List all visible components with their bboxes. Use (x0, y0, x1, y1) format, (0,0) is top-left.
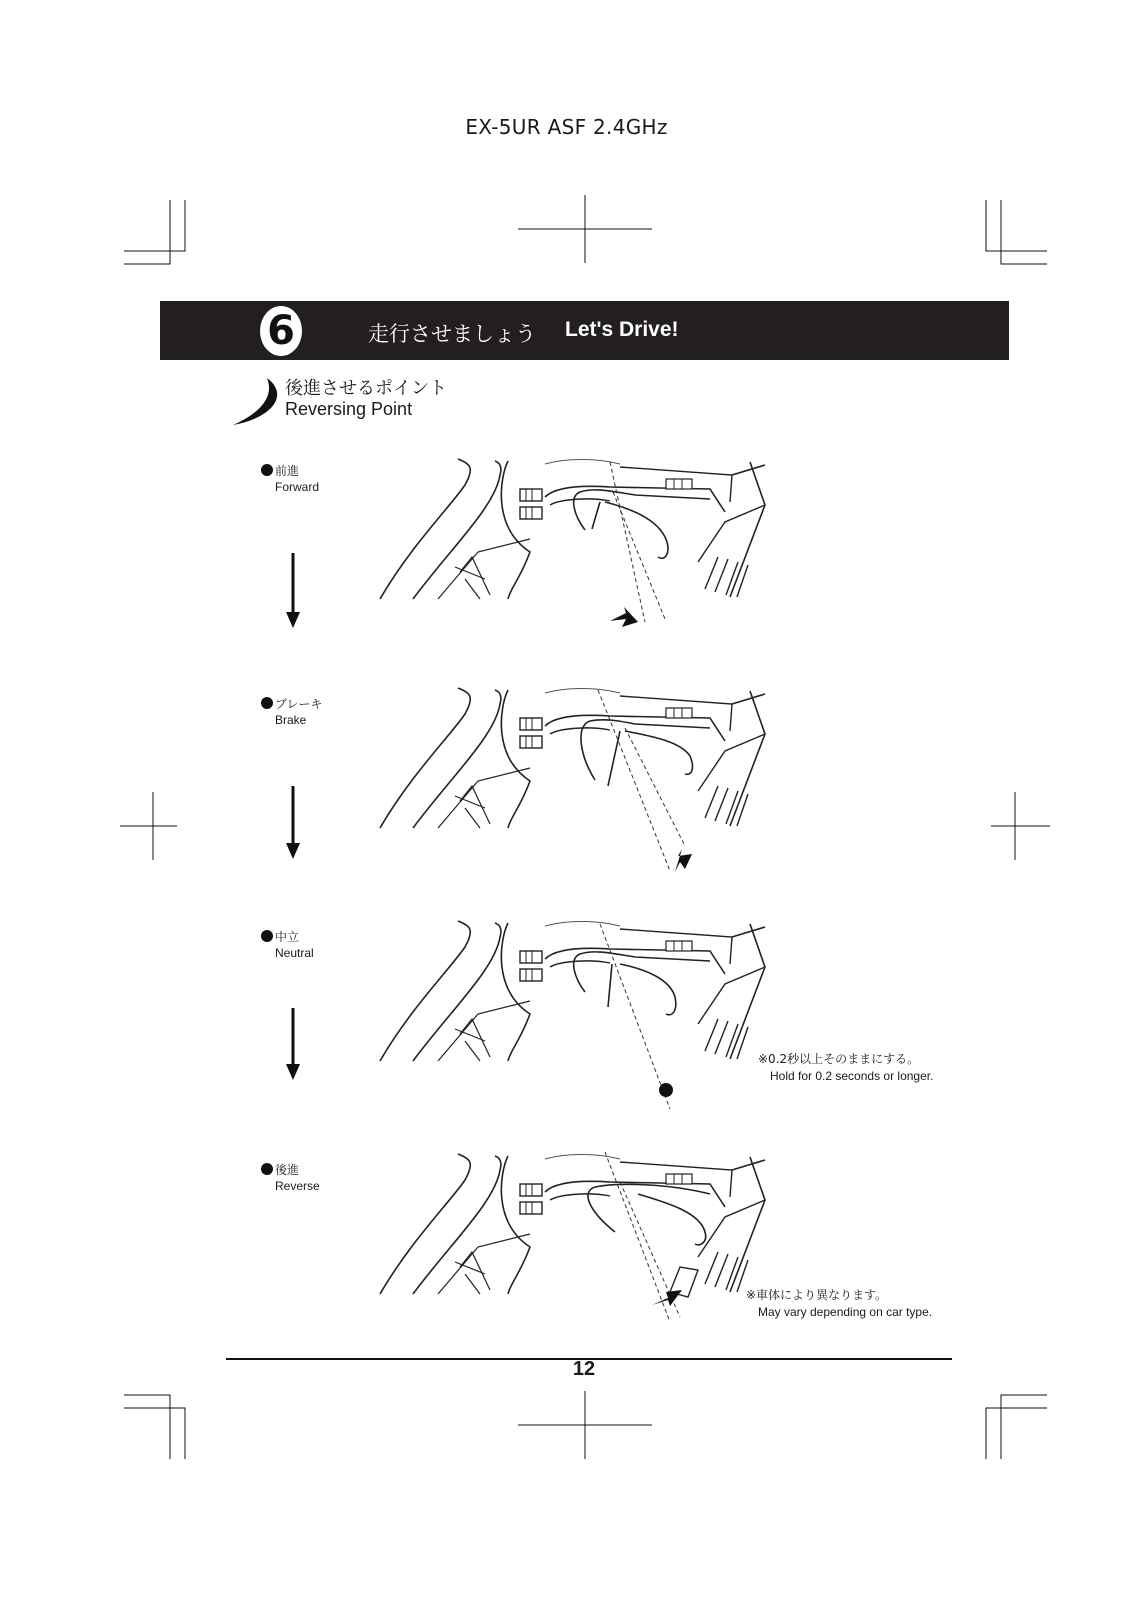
note-neutral (758, 1051, 933, 1085)
step-label-jp: 中立 (275, 930, 300, 944)
note-reverse (746, 1287, 932, 1321)
step-brake (261, 696, 323, 728)
down-arrow-icons (286, 553, 300, 1080)
section-number-badge (252, 304, 310, 358)
transmitter-reverse (380, 1152, 765, 1322)
document-title: EX-5UR ASF 2.4GHz (465, 115, 668, 139)
swoosh-icon (233, 378, 277, 425)
step-label-jp: 前進 (275, 464, 300, 478)
step-label-en: Brake (275, 713, 307, 727)
step-forward (261, 463, 319, 495)
crop-marks (124, 200, 1047, 1459)
section-number: 6 (267, 308, 295, 354)
transmitter-neutral (380, 921, 765, 1109)
note-reverse-jp: ※車体により異なります。 (746, 1288, 888, 1302)
section-title-en: Let's Drive! (565, 318, 679, 341)
bullet-icon (261, 697, 273, 709)
step-reverse (261, 1162, 320, 1194)
note-reverse-en: May vary depending on car type. (758, 1305, 933, 1319)
step-label-jp: 後進 (275, 1163, 300, 1177)
bullet-icon (261, 1163, 273, 1175)
bullet-icon (261, 464, 273, 476)
step-label-en: Forward (275, 480, 320, 494)
note-neutral-jp: ※0.2秒以上そのままにする。 (758, 1052, 920, 1066)
transmitter-forward (380, 459, 765, 627)
step-label-en: Neutral (275, 946, 314, 960)
bullet-icon (261, 930, 273, 942)
subsection-title-en: Reversing Point (285, 399, 413, 419)
section-title-jp: 走行させましょう (368, 322, 536, 346)
step-label-jp: ブレーキ (275, 697, 323, 711)
subsection-title-jp: 後進させるポイント (285, 378, 447, 399)
step-neutral (261, 929, 314, 961)
page-number: 12 (572, 1358, 596, 1380)
note-neutral-en: Hold for 0.2 seconds or longer. (770, 1069, 934, 1083)
transmitter-brake (380, 688, 765, 872)
step-label-en: Reverse (275, 1179, 320, 1193)
